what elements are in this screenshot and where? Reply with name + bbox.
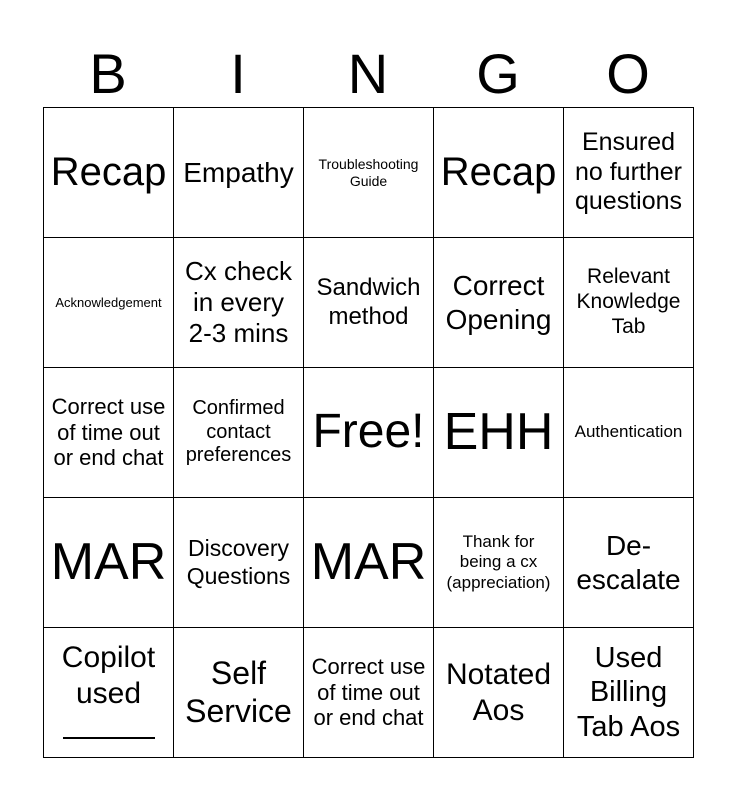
bingo-cell[interactable] [44,498,174,628]
bingo-cell[interactable] [174,368,304,498]
bingo-cell-label: Troubleshooting Guide [318,155,419,189]
bingo-cell[interactable] [304,368,434,498]
bingo-header [43,42,693,106]
bingo-cell-label: De-escalate [576,530,681,595]
bingo-cell[interactable] [434,628,564,758]
bingo-cell-label: Discovery Questions [186,535,291,589]
bingo-cell[interactable] [304,108,434,238]
bingo-cell-label: Notated Aos [445,658,552,727]
bingo-cell-label: Free! [312,405,425,459]
bingo-cell-label: Thank for being a cx (appreciation) [446,532,551,592]
header-letter-b: B [89,42,127,105]
bingo-cell-label: Cx check in every 2-3 mins [185,256,292,348]
bingo-cell[interactable] [564,628,694,758]
bingo-cell[interactable] [304,628,434,758]
bingo-cell-label: EHH [443,402,554,461]
bingo-cell[interactable] [434,108,564,238]
bingo-cell-label: Correct use of time out or end chat [311,653,426,731]
bingo-cell[interactable] [434,498,564,628]
bingo-cell-label: Authentication [574,422,683,442]
bingo-cell-label: Correct use of time out or end chat [51,393,166,471]
board-row [44,498,694,628]
bingo-board [43,107,694,758]
bingo-cell[interactable] [564,238,694,368]
board-row [44,368,694,498]
bingo-cell[interactable] [174,628,304,758]
header-letter-i: I [230,42,246,105]
bingo-cell-label: Used Billing Tab Aos [576,642,681,743]
bingo-cell[interactable] [564,108,694,238]
header-letter-g: G [476,42,520,105]
bingo-cell[interactable] [44,238,174,368]
bingo-cell-label: Relevant Knowledge Tab [576,265,681,338]
bingo-cell-label: MAR [50,532,167,591]
bingo-cell[interactable] [174,238,304,368]
bingo-cell-label: Confirmed contact preferences [185,397,292,467]
bingo-cell[interactable] [304,498,434,628]
blank-underline [63,711,155,739]
bingo-cell[interactable] [564,498,694,628]
bingo-cell-label: Acknowledgement [55,294,162,310]
bingo-cell-label: Empathy [183,156,294,188]
bingo-cell[interactable] [304,238,434,368]
bingo-cell-label: Ensured no further questions [574,128,683,216]
bingo-cell-label: Sandwich method [316,274,421,330]
bingo-cell-label: Correct Opening [445,270,552,335]
bingo-cell[interactable] [174,108,304,238]
header-letter-n: N [347,42,389,105]
bingo-cell-label: Recap [440,149,557,194]
bingo-cell-label: Copilot used [61,641,156,710]
bingo-cell-label: MAR [310,532,427,591]
bingo-cell-label: Self Service [185,654,292,729]
header-letter-o: O [606,42,650,105]
bingo-cell-label: Recap [50,149,167,194]
bingo-cell[interactable] [434,238,564,368]
board-row [44,628,694,758]
board-row [44,108,694,238]
bingo-cell[interactable] [44,628,174,758]
bingo-cell[interactable] [564,368,694,498]
bingo-cell[interactable] [174,498,304,628]
bingo-cell[interactable] [434,368,564,498]
bingo-cell[interactable] [44,108,174,238]
bingo-cell[interactable] [44,368,174,498]
board-row [44,238,694,368]
